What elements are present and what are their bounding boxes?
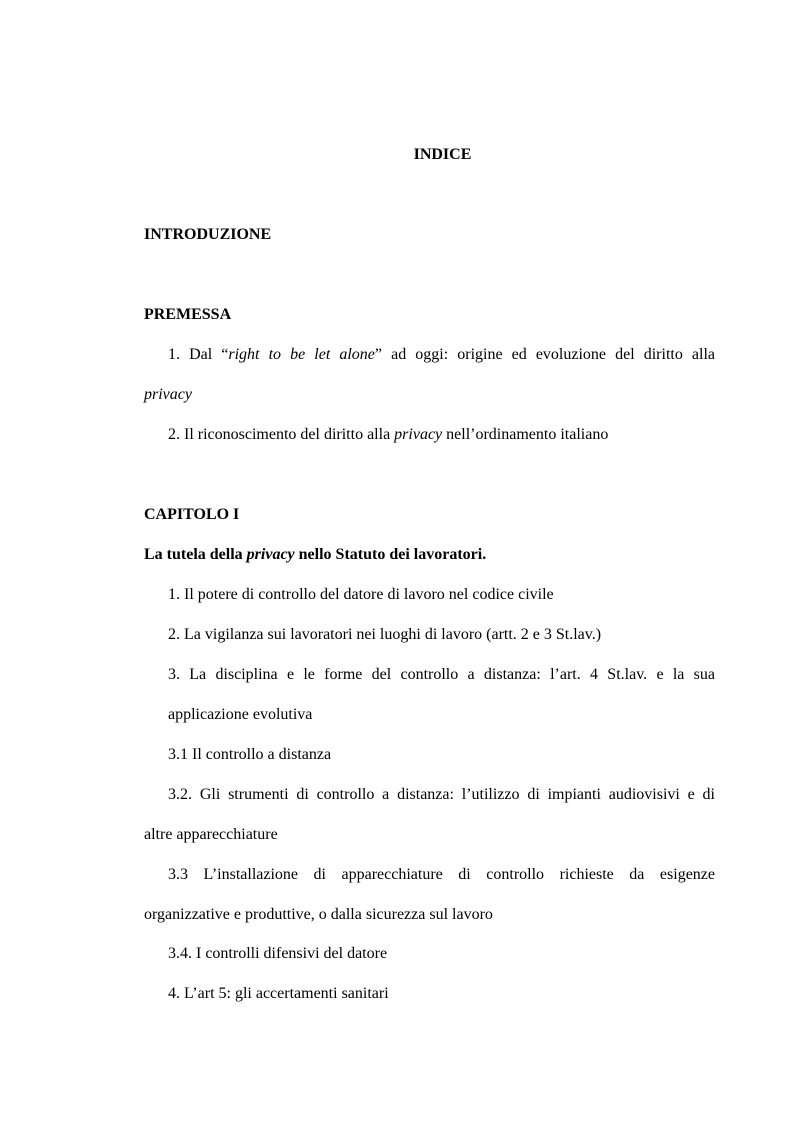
toc-entry-premessa-1 [168,345,715,365]
page-title: INDICE [413,146,472,163]
toc-entry-italic: right to be let alone [228,346,375,363]
toc-entry-premessa-1-continuation [144,385,715,405]
toc-entry-text: 2. Il riconoscimento del diritto alla [168,426,395,443]
toc-entry-italic: privacy [144,386,192,403]
heading-premessa: PREMESSA [144,306,232,323]
toc-entry-italic: privacy [394,426,443,443]
heading-capitolo-1: CAPITOLO I [144,506,240,523]
toc-entry-cap1-3-continuation: applicazione evolutiva [168,706,313,723]
chapter-subtitle-text: nello Statuto dei lavoratori. [294,546,487,563]
toc-entry-cap1-3-4: 3.4. I controlli difensivi del datore [168,945,388,962]
toc-entry-cap1-3-1: 3.1 Il controllo a distanza [168,746,332,763]
chapter-subtitle [144,545,715,565]
toc-entry-premessa-2 [168,425,715,445]
toc-entry-cap1-3-2-continuation: altre apparecchiature [144,826,278,843]
toc-entry-cap1-1: 1. Il potere di controllo del datore di lavoro nel codice civile [168,586,554,603]
toc-entry-cap1-4: 4. L’art 5: gli accertamenti sanitari [168,985,389,1002]
toc-entry-text: ” ad oggi: origine ed evoluzione del diritto alla [374,346,716,363]
toc-entry-cap1-2: 2. La vigilanza sui lavoratori nei luoghi di lavoro (artt. 2 e 3 St.lav.) [168,626,602,643]
chapter-subtitle-italic: privacy [246,546,295,563]
toc-entry-cap1-3-3: 3.3 L’installazione di apparecchiature di controllo richieste da esigenze [168,866,715,883]
toc-entry-cap1-3-3-continuation: organizzative e produttive, o dalla sicurezza sul lavoro [144,906,493,923]
chapter-subtitle-text: La tutela della [144,546,247,563]
toc-entry-text: 1. Dal “ [168,346,229,363]
heading-introduzione: INTRODUZIONE [144,226,272,243]
toc-entry-text: nell’ordinamento italiano [442,426,609,443]
toc-entry-cap1-3: 3. La disciplina e le forme del controllo a distanza: l’art. 4 St.lav. e la sua [168,666,715,683]
toc-entry-cap1-3-2: 3.2. Gli strumenti di controllo a distanza: l’utilizzo di impianti audiovisivi e di [168,786,715,803]
